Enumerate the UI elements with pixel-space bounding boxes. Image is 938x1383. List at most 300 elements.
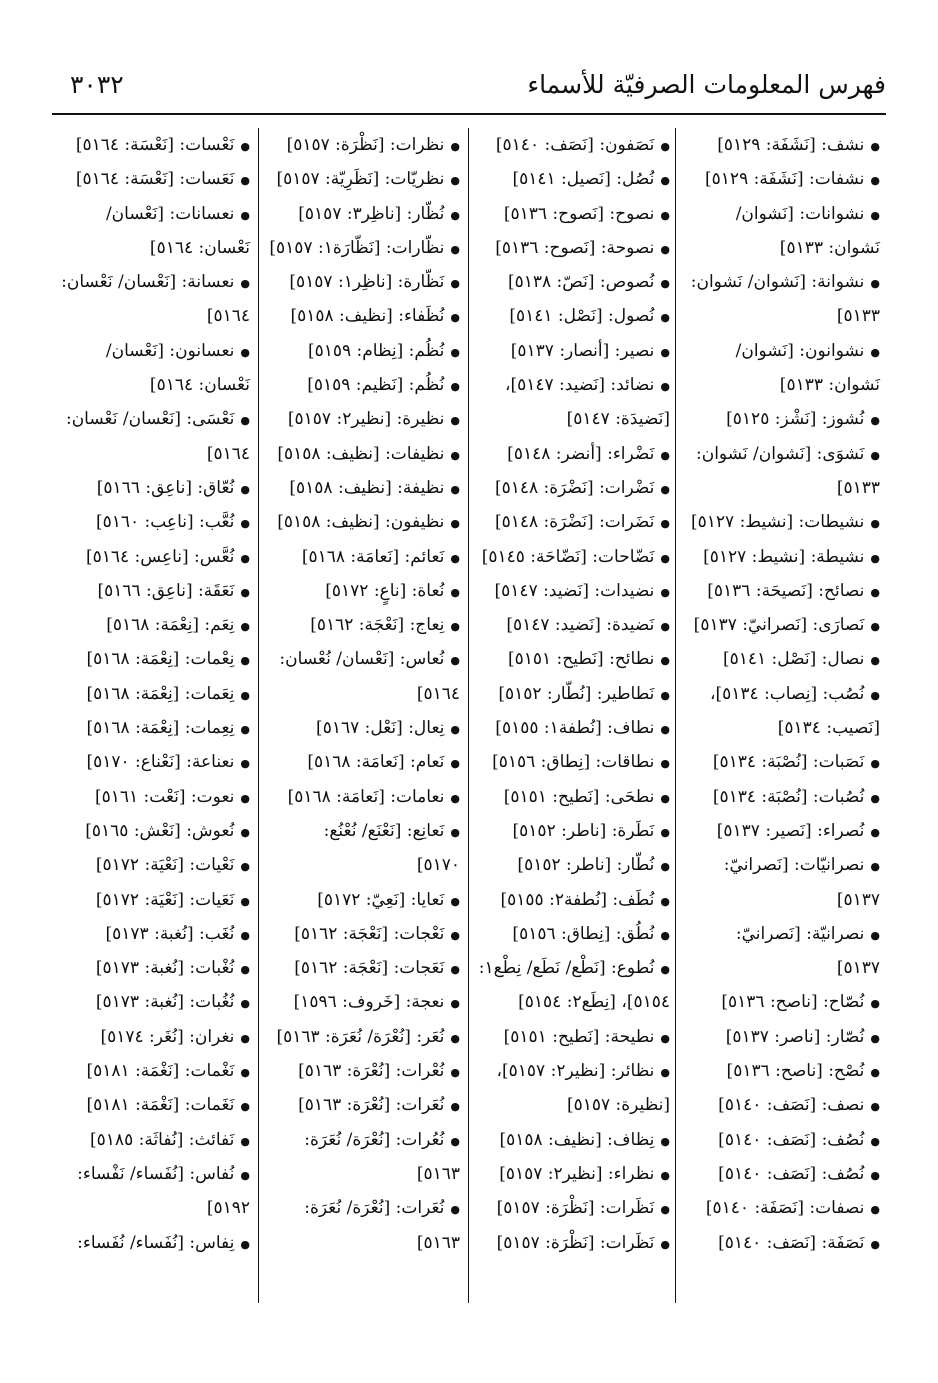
index-entry xyxy=(60,642,250,676)
bullet-icon: ● xyxy=(240,1237,250,1251)
entry-text: نَغْمات: [نَغْمَة: ٥١٨١] xyxy=(86,1061,235,1082)
index-entry-continuation xyxy=(690,711,880,745)
entry-text: نظراء: [نظير٢: ٥١٥٧] xyxy=(499,1163,655,1184)
entry-text: نعسانات: [نَعْسان/ xyxy=(105,203,235,224)
entry-text: نصوحة: [نَصوح: ٥١٣٦] xyxy=(495,237,655,258)
entry-text: نُصُف: [نَصَف: ٥١٤٠] xyxy=(718,1129,865,1150)
entry-text: نَعَجات: [نَعْجَة: ٥١٦٢] xyxy=(294,958,445,979)
index-entry xyxy=(690,197,880,231)
index-entry xyxy=(60,1088,250,1122)
index-entry xyxy=(480,883,670,917)
entry-text: نَعانِع: [نَعْنَع/ نُعْنُع: xyxy=(323,820,445,841)
entry-text: نَعْيات: [نَعْيَة: ٥١٧٢] xyxy=(95,855,235,876)
bullet-icon: ● xyxy=(660,654,670,668)
index-entry xyxy=(480,848,670,882)
index-entry xyxy=(270,402,460,436)
entry-text: نُعّاق: [ناعِق: ٥١٦٦] xyxy=(96,477,235,498)
entry-text: نَعْجات: [نَعْجَة: ٥١٦٢] xyxy=(294,923,445,944)
bullet-icon: ● xyxy=(240,757,250,771)
bullet-icon: ● xyxy=(450,517,460,531)
bullet-icon: ● xyxy=(660,517,670,531)
entry-text: نَشوَى: [نَشوان/ نَشوان: xyxy=(696,443,865,464)
index-entry xyxy=(690,608,880,642)
index-entry xyxy=(60,540,250,574)
entry-text: نِعال: [نَعْل: ٥١٦٧] xyxy=(316,718,445,739)
index-entry xyxy=(60,848,250,882)
entry-text: نَضْراء: [أنضر: ٥١٤٨] xyxy=(507,443,655,464)
index-entry xyxy=(270,608,460,642)
index-entry xyxy=(270,299,460,333)
entry-text: نصال: [نَصْل: ٥١٤١] xyxy=(722,649,865,670)
entry-text: نُصُل: [نَصيل: ٥١٤١] xyxy=(512,169,655,190)
bullet-icon: ● xyxy=(240,963,250,977)
entry-text: نصرانيّة: [نَصرانيّ: xyxy=(735,923,865,944)
bullet-icon: ● xyxy=(870,1134,880,1148)
entry-text: نِظاف: [نظيف: ٥١٥٨] xyxy=(499,1129,655,1150)
entry-text: ٥١٩٢] xyxy=(206,1198,250,1219)
bullet-icon: ● xyxy=(660,928,670,942)
index-column-1 xyxy=(690,128,880,1303)
bullet-icon: ● xyxy=(450,997,460,1011)
bullet-icon: ● xyxy=(660,860,670,874)
bullet-icon: ● xyxy=(660,140,670,153)
entry-text: نُصول: [نَصْل: ٥١٤١] xyxy=(509,306,655,327)
index-entry xyxy=(480,368,670,402)
index-entry-continuation xyxy=(60,299,250,333)
index-entry xyxy=(690,642,880,676)
entry-text: نَطَرة: [ناطر: ٥١٥٢] xyxy=(512,820,655,841)
entry-text: نصرانيّات: [نَصرانيّ: xyxy=(723,855,865,876)
index-entry xyxy=(270,1088,460,1122)
index-entry xyxy=(270,471,460,505)
bullet-icon: ● xyxy=(450,242,460,256)
entry-text: نَعْسان: ٥١٦٤] xyxy=(149,237,250,258)
entry-text: نشيطات: [نشيط: ٥١٢٧] xyxy=(691,512,865,533)
index-entry xyxy=(690,1123,880,1157)
bullet-icon: ● xyxy=(240,482,250,496)
bullet-icon: ● xyxy=(450,380,460,394)
entry-text: نُعَر: [نُعْرَة/ نُعَرَة: ٥١٦٣] xyxy=(276,1026,445,1047)
entry-text: نُظُم: [نِظام: ٥١٥٩] xyxy=(307,340,445,361)
index-entry xyxy=(480,745,670,779)
index-column-2 xyxy=(480,128,670,1303)
entry-text: نُعاس: [نَعْسان/ نُعْسان: xyxy=(279,649,445,670)
bullet-icon: ● xyxy=(870,757,880,771)
entry-text: نُعوش: [نَعْش: ٥١٦٥] xyxy=(85,820,235,841)
index-entry xyxy=(60,1157,250,1191)
index-entry xyxy=(690,574,880,608)
index-entry xyxy=(480,471,670,505)
entry-text: ٥١٦٣] xyxy=(416,1232,460,1253)
index-entry-continuation xyxy=(270,848,460,882)
entry-text: نعوت: [نَعْت: ٥١٦١] xyxy=(94,786,235,807)
index-entry xyxy=(480,917,670,951)
index-entry xyxy=(690,677,880,711)
entry-text: نظيفة: [نظيف: ٥١٥٨] xyxy=(289,477,445,498)
index-entry-continuation xyxy=(690,471,880,505)
index-entry xyxy=(690,814,880,848)
bullet-icon: ● xyxy=(450,1066,460,1080)
bullet-icon: ● xyxy=(240,140,250,153)
entry-text: نَضْرات: [نَضْرَة: ٥١٤٨] xyxy=(494,477,655,498)
index-entry xyxy=(270,814,460,848)
bullet-icon: ● xyxy=(870,585,880,599)
index-entry-continuation xyxy=(690,231,880,265)
bullet-icon: ● xyxy=(870,414,880,428)
entry-text: نِعَم: [نِعْمَة: ٥١٦٨] xyxy=(106,615,235,636)
entry-text: نَظَرات: [نَظْرَة: ٥١٥٧] xyxy=(496,1198,655,1219)
entry-text: نَعَيات: [نَعْيَة: ٥١٧٢] xyxy=(95,889,235,910)
entry-text: نُعْرات: [نُعْرَة: ٥١٦٣] xyxy=(298,1061,445,1082)
bullet-icon: ● xyxy=(450,1203,460,1217)
index-entry xyxy=(60,334,250,368)
index-entry xyxy=(60,951,250,985)
entry-text: نغران: [نُغَر: ٥١٧٤] xyxy=(100,1026,235,1047)
index-entry xyxy=(270,334,460,368)
bullet-icon: ● xyxy=(660,551,670,565)
index-entry-continuation xyxy=(270,677,460,711)
entry-text: نَعام: [نَعامَة: ٥١٦٨] xyxy=(307,752,445,773)
index-entry xyxy=(270,368,460,402)
entry-text: ٥١٦٤] xyxy=(206,443,250,464)
entry-text: نَعائم: [نَعامَة: ٥١٦٨] xyxy=(301,546,445,567)
entry-text: نشوانات: [نَشوان/ xyxy=(735,203,865,224)
index-entry xyxy=(690,780,880,814)
bullet-icon: ● xyxy=(660,585,670,599)
index-entry xyxy=(270,642,460,676)
index-entry xyxy=(60,197,250,231)
entry-text: نشيطة: [نشيط: ٥١٢٧] xyxy=(703,546,865,567)
bullet-icon: ● xyxy=(660,1168,670,1182)
bullet-icon: ● xyxy=(870,860,880,874)
index-entry xyxy=(60,505,250,539)
entry-text: نُصُب: [نِصاب: ٥١٣٤]، xyxy=(710,683,865,704)
bullet-icon: ● xyxy=(240,277,250,291)
bullet-icon: ● xyxy=(660,688,670,702)
entry-text: نُغْبات: [نُغبة: ٥١٧٣] xyxy=(95,958,235,979)
index-entry xyxy=(690,985,880,1019)
entry-text: نِفاس: [نُفَساء/ نُفَساء: xyxy=(77,1232,235,1253)
entry-text: ٥١٧٠] xyxy=(416,855,460,876)
entry-text: نشوانون: [نَشوان/ xyxy=(735,340,865,361)
index-entry xyxy=(60,745,250,779)
entry-text: نشفات: [نَشَفَة: ٥١٢٩] xyxy=(705,169,865,190)
index-entry xyxy=(690,1054,880,1088)
index-entry xyxy=(60,883,250,917)
index-entry-continuation xyxy=(480,1088,670,1122)
bullet-icon: ● xyxy=(450,825,460,839)
bullet-icon: ● xyxy=(450,791,460,805)
bullet-icon: ● xyxy=(240,894,250,908)
entry-text: نُظَفاء: [نظيف: ٥١٥٨] xyxy=(290,306,445,327)
index-entry xyxy=(270,745,460,779)
index-entry xyxy=(690,917,880,951)
index-entry xyxy=(60,985,250,1019)
bullet-icon: ● xyxy=(450,345,460,359)
bullet-icon: ● xyxy=(870,277,880,291)
entry-text: نَعَسات: [نَعْسَة: ٥١٦٤] xyxy=(75,169,235,190)
entry-text: نُظُم: [نَظيم: ٥١٥٩] xyxy=(307,375,445,396)
bullet-icon: ● xyxy=(240,825,250,839)
entry-text: نعسانة: [نَعْسان/ نَعْسان: xyxy=(61,272,235,293)
index-entry xyxy=(60,265,250,299)
bullet-icon: ● xyxy=(870,1066,880,1080)
index-entry xyxy=(270,540,460,574)
bullet-icon: ● xyxy=(870,688,880,702)
entry-text: نظيفات: [نظيف: ٥١٥٨] xyxy=(277,443,445,464)
entry-text: نَغَمات: [نَغْمَة: ٥١٨١] xyxy=(86,1095,235,1116)
index-entry xyxy=(270,1054,460,1088)
index-entry xyxy=(270,505,460,539)
bullet-icon: ● xyxy=(450,311,460,325)
bullet-icon: ● xyxy=(450,208,460,222)
bullet-icon: ● xyxy=(450,963,460,977)
entry-text: نَضّاحات: [نَضّاحَة: ٥١٤٥] xyxy=(481,546,655,567)
entry-text: نطاقات: [نِطاق: ٥١٥٦] xyxy=(492,752,655,773)
entry-text: نعامات: [نَعامَة: ٥١٦٨] xyxy=(287,786,445,807)
entry-text: نطاف: [نُطفة١: ٥١٥٥] xyxy=(495,718,655,739)
bullet-icon: ● xyxy=(450,723,460,737)
index-entry xyxy=(690,1226,880,1260)
index-entry xyxy=(270,917,460,951)
bullet-icon: ● xyxy=(660,277,670,291)
entry-text: نُعَرات: [نُعْرَة/ نُعَرَة: xyxy=(304,1198,445,1219)
bullet-icon: ● xyxy=(660,242,670,256)
entry-text: نُطوع: [نَطْع/ نَطَع/ نِطْع١: xyxy=(478,958,655,979)
index-entry xyxy=(60,1123,250,1157)
bullet-icon: ● xyxy=(450,551,460,565)
index-entry xyxy=(60,574,250,608)
index-entry-continuation xyxy=(690,951,880,985)
index-entry xyxy=(690,437,880,471)
entry-text: نظريّات: [نَظَرِيّة: ٥١٥٧] xyxy=(276,169,445,190)
entry-text: نشف: [نَشَفَة: ٥١٢٩] xyxy=(717,135,865,155)
entry-text: [نَصيب: ٥١٣٤] xyxy=(777,718,880,739)
entry-text: نُطّار: [ناطر: ٥١٥٢] xyxy=(517,855,655,876)
index-entry xyxy=(60,1054,250,1088)
entry-text: نِعَمات: [نِعْمَة: ٥١٦٨] xyxy=(86,683,235,704)
bullet-icon: ● xyxy=(450,654,460,668)
index-entry xyxy=(270,1020,460,1054)
bullet-icon: ● xyxy=(660,620,670,634)
entry-text: نُظّار: [ناظِر٣: ٥١٥٧] xyxy=(298,203,445,224)
entry-text: نُعُرات: [نُعْرَة/ نُعَرَة: xyxy=(304,1129,445,1150)
entry-text: نُصْح: [ناصح: ٥١٣٦] xyxy=(726,1061,865,1082)
entry-text: نَشوان: ٥١٣٣] xyxy=(779,375,880,396)
index-entry xyxy=(480,299,670,333)
entry-text: نصائح: [نَصيحَة: ٥١٣٦] xyxy=(707,580,865,601)
index-entry xyxy=(480,1123,670,1157)
entry-text: نَطاطير: [نُطّار: ٥١٥٢] xyxy=(498,683,655,704)
bullet-icon: ● xyxy=(870,1203,880,1217)
entry-text: نُعَّس: [ناعِس: ٥١٦٤] xyxy=(85,546,235,567)
entry-text: نظرات: [نَظْرَة: ٥١٥٧] xyxy=(286,135,445,155)
bullet-icon: ● xyxy=(870,551,880,565)
bullet-icon: ● xyxy=(240,551,250,565)
bullet-icon: ● xyxy=(660,1134,670,1148)
index-entry xyxy=(480,162,670,196)
page-header xyxy=(52,70,886,110)
bullet-icon: ● xyxy=(450,277,460,291)
entry-text: نَصارَى: [نَصرانيّ: ٥١٣٧] xyxy=(693,615,865,636)
entry-text: نَصَفَة: [نَصَف: ٥١٤٠] xyxy=(718,1232,865,1253)
index-entry-continuation xyxy=(690,883,880,917)
entry-text: نظيرة: [نظير٢: ٥١٥٧] xyxy=(287,409,445,430)
entry-text: نَعَقَة: [ناعِق: ٥١٦٦] xyxy=(97,580,235,601)
entry-text: ٥١٥٤]، [نِطَع٢: ٥١٥٤] xyxy=(518,992,670,1013)
bullet-icon: ● xyxy=(870,1237,880,1251)
index-entry xyxy=(480,1226,670,1260)
index-entry xyxy=(690,1020,880,1054)
entry-text: نُعَرات: [نُعْرَة: ٥١٦٣] xyxy=(298,1095,445,1116)
entry-text: ٥١٦٣] xyxy=(416,1163,460,1184)
entry-text: نُغَب: [نُغبة: ٥١٧٣] xyxy=(105,923,235,944)
index-entry xyxy=(690,402,880,436)
bullet-icon: ● xyxy=(450,757,460,771)
bullet-icon: ● xyxy=(450,482,460,496)
entry-text: [نَضيدَة: ٥١٤٧] xyxy=(566,409,670,430)
bullet-icon: ● xyxy=(240,1066,250,1080)
entry-text: نضائد: [نَضيد: ٥١٤٧]، xyxy=(505,375,655,396)
index-entry xyxy=(690,128,880,162)
bullet-icon: ● xyxy=(240,791,250,805)
index-entry xyxy=(270,780,460,814)
bullet-icon: ● xyxy=(870,1031,880,1045)
index-entry xyxy=(270,883,460,917)
entry-text: نصفات: [نَصَفَة: ٥١٤٠] xyxy=(705,1198,865,1219)
index-entry xyxy=(480,540,670,574)
entry-text: نُعاة: [ناعٍ: ٥١٧٢] xyxy=(325,580,445,601)
bullet-icon: ● xyxy=(660,311,670,325)
entry-text: نِعِمات: [نِعْمَة: ٥١٦٨] xyxy=(86,718,235,739)
entry-text: نُعَّب: [ناعِب: ٥١٦٠] xyxy=(95,512,235,533)
entry-text: نُصّار: [ناصر: ٥١٣٧] xyxy=(725,1026,865,1047)
bullet-icon: ● xyxy=(240,1168,250,1182)
bullet-icon: ● xyxy=(240,723,250,737)
index-entry xyxy=(60,608,250,642)
bullet-icon: ● xyxy=(450,448,460,462)
entry-text: نَعْسان: ٥١٦٤] xyxy=(149,375,250,396)
index-entry xyxy=(270,574,460,608)
index-entry-continuation xyxy=(60,437,250,471)
entry-text: نضيدات: [نَضيد: ٥١٤٧] xyxy=(494,580,655,601)
bullet-icon: ● xyxy=(870,448,880,462)
entry-text: نَصَفون: [نَصَف: ٥١٤٠] xyxy=(495,135,655,155)
entry-text: نَضيدة: [نَضيد: ٥١٤٧] xyxy=(506,615,655,636)
entry-text: نُصراء: [نَصير: ٥١٣٧] xyxy=(716,820,865,841)
index-entry xyxy=(690,540,880,574)
entry-text: نَصَبات: [نُصْبَة: ٥١٣٤] xyxy=(712,752,865,773)
entry-text: نَظّارة: [ناظِر١: ٥١٥٧] xyxy=(289,272,445,293)
bullet-icon: ● xyxy=(450,414,460,428)
index-entry xyxy=(690,505,880,539)
bullet-icon: ● xyxy=(660,723,670,737)
entry-text: نُطُق: [نِطاق: ٥١٥٦] xyxy=(512,923,655,944)
entry-text: نُصُف: [نَصَف: ٥١٤٠] xyxy=(718,1163,865,1184)
index-entry xyxy=(60,1020,250,1054)
bullet-icon: ● xyxy=(870,791,880,805)
index-entry xyxy=(480,642,670,676)
bullet-icon: ● xyxy=(450,174,460,188)
bullet-icon: ● xyxy=(450,585,460,599)
bullet-icon: ● xyxy=(870,517,880,531)
index-entry xyxy=(60,814,250,848)
index-entry xyxy=(480,128,670,162)
index-entry xyxy=(690,162,880,196)
bullet-icon: ● xyxy=(240,688,250,702)
bullet-icon: ● xyxy=(660,894,670,908)
index-entry xyxy=(60,402,250,436)
index-entry xyxy=(480,780,670,814)
index-entry xyxy=(270,951,460,985)
index-entry xyxy=(690,848,880,882)
bullet-icon: ● xyxy=(660,963,670,977)
entry-text: نَعْسَى: [نَعْسان/ نَعْسان: xyxy=(65,409,235,430)
bullet-icon: ● xyxy=(450,928,460,942)
entry-text: نظيفون: [نظيف: ٥١٥٨] xyxy=(277,512,445,533)
index-entry-continuation xyxy=(270,1157,460,1191)
index-entry xyxy=(60,128,250,162)
bullet-icon: ● xyxy=(660,174,670,188)
index-entry xyxy=(480,231,670,265)
entry-text: ٥١٦٤] xyxy=(416,683,460,704)
index-entry xyxy=(480,334,670,368)
entry-text: نطائح: [نَطيح: ٥١٥١] xyxy=(507,649,655,670)
index-columns xyxy=(60,128,880,1303)
page-title: فهرس المعلومات الصرفيّة للأسماء xyxy=(527,70,886,99)
index-entry xyxy=(480,814,670,848)
entry-text: نصير: [أنصار: ٥١٣٧] xyxy=(510,340,655,361)
index-entry xyxy=(480,437,670,471)
index-entry xyxy=(690,1191,880,1225)
bullet-icon: ● xyxy=(450,140,460,153)
entry-text: نطحَى: [نَطيح: ٥١٥١] xyxy=(503,786,655,807)
header-rule xyxy=(52,113,886,115)
entry-text: ٥١٦٤] xyxy=(206,306,250,327)
bullet-icon: ● xyxy=(870,654,880,668)
index-entry xyxy=(480,1157,670,1191)
entry-text: ٥١٣٧] xyxy=(836,889,880,910)
index-entry xyxy=(270,162,460,196)
bullet-icon: ● xyxy=(450,1134,460,1148)
entry-text: نَعْسات: [نَعْسَة: ٥١٦٤] xyxy=(75,135,235,155)
index-entry xyxy=(270,197,460,231)
entry-text: نعجة: [خَروف: ١٥٩٦] xyxy=(293,992,445,1013)
entry-text: نَعايا: [نَعِيّ: ٥١٧٢] xyxy=(317,889,445,910)
entry-text: نَشوان: ٥١٣٣] xyxy=(779,237,880,258)
index-entry xyxy=(690,1088,880,1122)
index-entry xyxy=(480,265,670,299)
index-entry xyxy=(270,265,460,299)
entry-text: نظائر: [نظير٢: ٥١٥٧]، xyxy=(496,1061,655,1082)
bullet-icon: ● xyxy=(660,1237,670,1251)
bullet-icon: ● xyxy=(870,345,880,359)
index-entry xyxy=(270,437,460,471)
bullet-icon: ● xyxy=(240,414,250,428)
index-entry xyxy=(690,1157,880,1191)
entry-text: نعسانون: [نَعْسان/ xyxy=(105,340,235,361)
index-entry xyxy=(690,334,880,368)
bullet-icon: ● xyxy=(660,345,670,359)
entry-text: نُفاس: [نُفَساء/ نَفْساء: xyxy=(77,1163,235,1184)
bullet-icon: ● xyxy=(660,1203,670,1217)
index-entry-continuation xyxy=(690,368,880,402)
bullet-icon: ● xyxy=(870,140,880,153)
bullet-icon: ● xyxy=(240,620,250,634)
bullet-icon: ● xyxy=(240,1031,250,1045)
entry-text: [نظيرة: ٥١٥٧] xyxy=(566,1095,670,1116)
index-entry-continuation xyxy=(690,299,880,333)
